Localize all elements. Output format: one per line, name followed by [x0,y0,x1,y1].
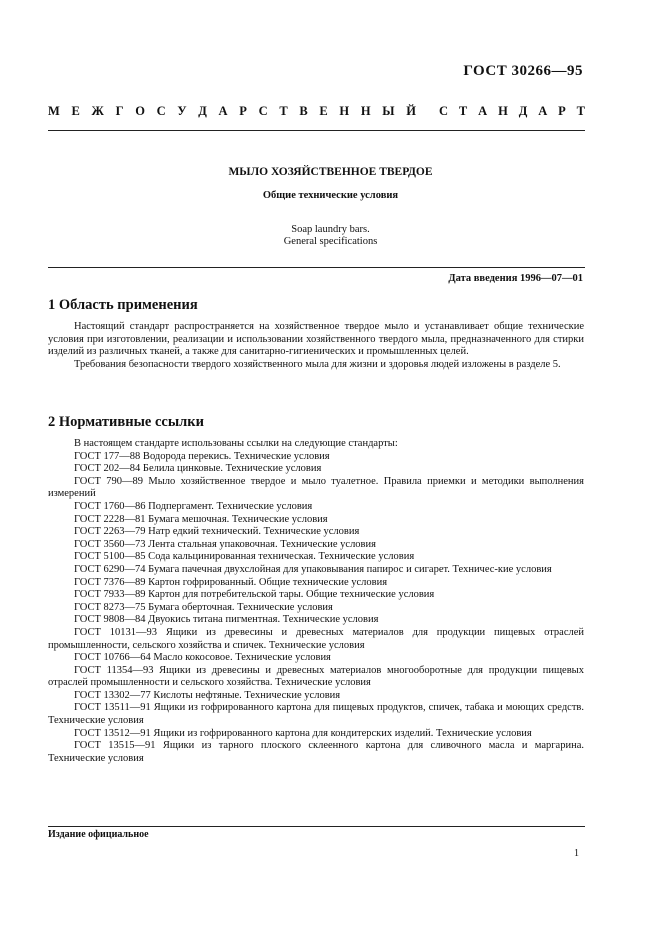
reference-item: ГОСТ 10766—64 Масло кокосовое. Технические условия [74,652,331,664]
section-2-heading: 2 Нормативные ссылки [48,414,204,430]
banner-letter: Й [406,104,416,118]
reference-item: ГОСТ 11354—93 Ящики из древесины и древесных материалов многооборотные для продукции пищевых отраслей промышленности и сельского хозяйства. Технические условия [48,664,584,689]
banner-letter: Н [360,104,371,118]
header-divider [48,130,585,131]
banner-letter: Р [239,104,247,118]
reference-item: ГОСТ 7933—89 Картон для потребительской тары. Общие технические условия [74,589,435,601]
banner-letter: Д [198,104,207,118]
reference-item: ГОСТ 790—89 Мыло хозяйственное твердое и мыло туалетное. Правила приемки и методики выполнения измерений [48,475,584,500]
document-title: МЫЛО ХОЗЯЙСТВЕННОЕ ТВЕРДОЕ [228,166,433,178]
banner-letter: С [439,104,449,118]
reference-item: ГОСТ 3560—73 Лента стальная упаковочная. Технические условия [74,538,376,550]
banner-letter: О [135,104,145,118]
footer-divider [48,826,585,827]
reference-item: ГОСТ 13512—91 Ящики из гофрированного картона для кондитерских изделий. Технические условия [74,727,532,739]
banner-letter: Н [498,104,508,118]
reference-item: ГОСТ 9808—84 Двуокись титана пигментная. Технические условия [74,614,379,626]
interstate-word [48,104,416,119]
reference-item: ГОСТ 8273—75 Бумага оберточная. Технические условия [74,601,333,613]
official-edition-label: Издание официальное [48,829,149,840]
paragraph: В настоящем стандарте использованы ссылки на следующие стандарты: [74,438,398,449]
reference-item: ГОСТ 177—88 Водорода перекись. Технические условия [74,450,330,462]
banner-letter: Т [458,104,468,118]
introduction-date: Дата введения 1996—07—01 [448,273,583,284]
document-subtitle: Общие технические условия [262,190,399,201]
reference-item: ГОСТ 202—84 Белила цинковые. Технические условия [74,463,322,475]
reference-item: ГОСТ 13515—91 Ящики из тарного плоского склеенного картона для сливочного масла и маргарина. Технические условия [48,740,584,764]
banner-letter: Е [71,104,80,118]
banner-letter: С [156,104,166,118]
banner-letter: А [478,104,488,118]
banner-letter: А [538,104,548,118]
banner-letter: Т [279,104,288,118]
english-title [0,224,661,248]
page-number: 1 [574,848,579,859]
reference-item: ГОСТ 7376—89 Картон гофрированный. Общие технические условия [74,576,388,588]
english-title-line: General specifications [283,236,378,247]
banner-letter: М [48,104,60,118]
section-1-body [48,321,584,371]
reference-item: ГОСТ 10131—93 Ящики из древесины и древесных материалов для продукции пищевых отраслей промышленности, сельского хозяйства и спичек. Технические условия [48,626,584,651]
banner-letter: Г [115,104,124,118]
banner-letter: У [177,104,187,118]
standard-word [439,104,585,119]
reference-item: ГОСТ 2228—81 Бумага мешочная. Технические условия [74,513,328,525]
banner-letter: Д [518,104,528,118]
banner-letter: Е [319,104,328,118]
interstate-standard-banner [48,104,585,119]
reference-item: ГОСТ 6290—74 Бумага пачечная двухслойная для упаковывания папирос и сигарет. Техничес-кие условия [74,563,552,575]
banner-letter: А [218,104,228,118]
reference-item: ГОСТ 13302—77 Кислоты нефтяные. Технические условия [74,689,341,701]
banner-letter: Ы [382,104,395,118]
english-title-line: Soap laundry bars. [291,224,370,235]
section-2-body [48,438,584,765]
reference-item: ГОСТ 2263—79 Натр едкий технический. Технические условия [74,526,360,538]
title-divider [48,267,585,268]
banner-letter: Т [576,104,585,118]
banner-letter: Н [339,104,350,118]
paragraph: Требования безопасности твердого хозяйственного мыла для жизни и здоровья людей изложены в разделе 5. [74,358,561,370]
banner-letter: Ж [91,104,104,118]
paragraph: Настоящий стандарт распространяется на хозяйственное твердое мыло и устанавливает общие технические условия при изготовлении, реализации и использовании хозяйственного твердого мыла, предназначенного для стирки изделий из различных тканей, а также для санитарно-гигиенических и промышленных целей. [48,321,584,358]
reference-item: ГОСТ 5100—85 Сода кальцинированная техническая. Технические условия [74,551,415,563]
section-1-heading: 1 Область применения [48,297,198,313]
reference-item: ГОСТ 1760—86 Подпергамент. Технические условия [74,500,313,512]
banner-letter: С [258,104,268,118]
gost-number: ГОСТ 30266—95 [463,63,583,79]
banner-letter: В [299,104,308,118]
banner-letter: Р [558,104,566,118]
reference-item: ГОСТ 13511—91 Ящики из гофрированного картона для пищевых продуктов, спичек, табака и моющих средств. Технические условия [48,702,584,727]
